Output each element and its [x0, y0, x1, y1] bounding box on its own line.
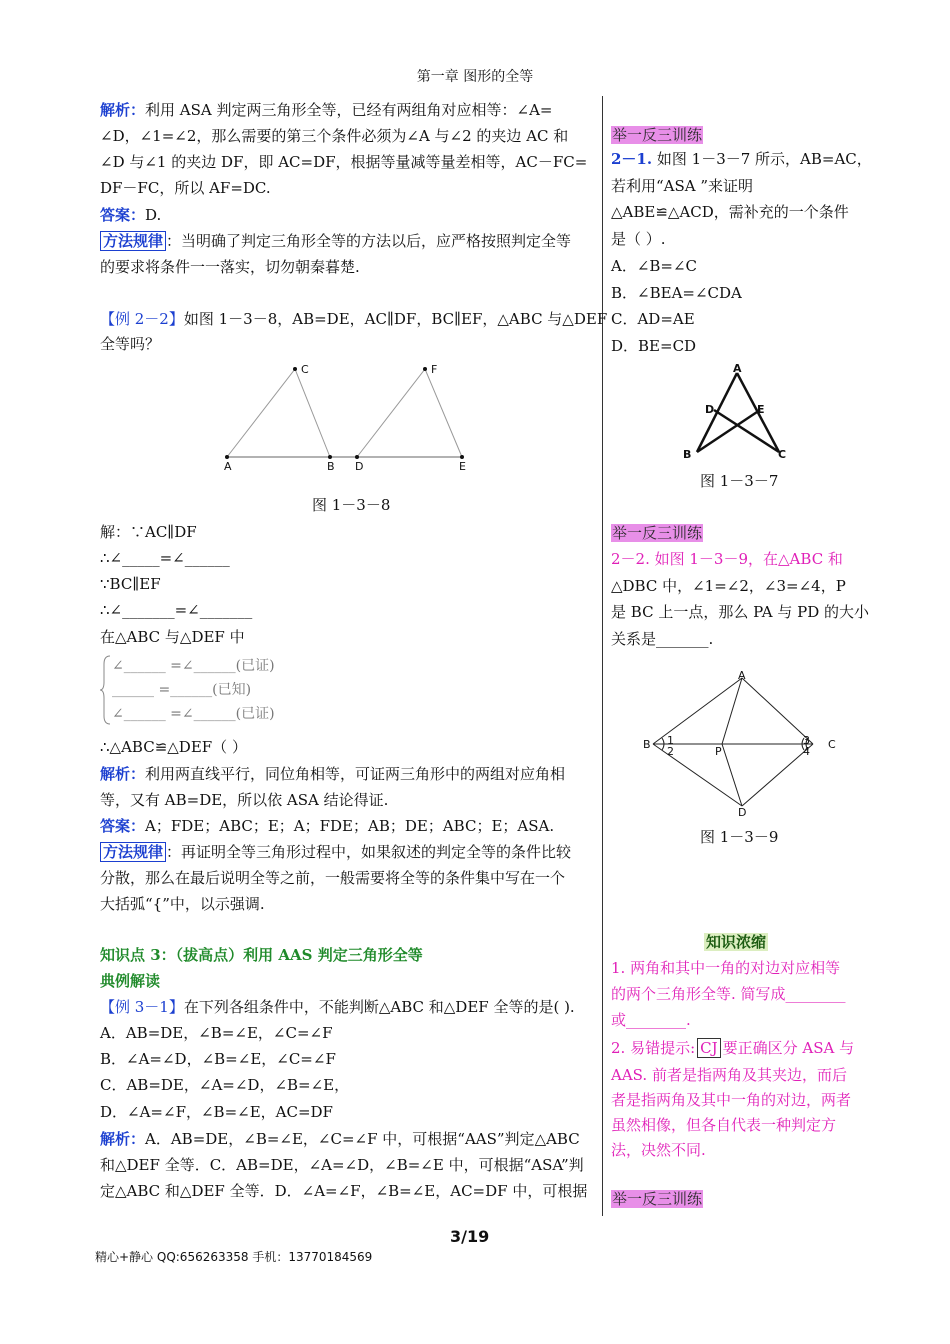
drill-1-option-b: B．∠BEA=∠CDA [611, 284, 742, 302]
fig139-label-c: C [828, 738, 836, 751]
point-d [355, 455, 359, 459]
jiexi-1-line-1: 解析：利用 ASA 判定两三角形全等，已经有两组角对应相等：∠A= [100, 101, 553, 119]
solution-line-2: ∴∠_____=∠______ [100, 549, 230, 567]
solution-line-1: 解：∵AC∥DF [100, 523, 197, 541]
example-3-1-stem: 【例 3－1】在下列各组条件中，不能判断△ABC 和△DEF 全等的是( ). [100, 998, 575, 1016]
fig139-label-4: 4 [803, 745, 810, 758]
label-c: C [301, 363, 309, 376]
drill-2-line-3: 是 BC 上一点，那么 PA 与 PD 的大小 [611, 603, 870, 621]
solution-conclusion: ∴△ABC≌△DEF（ ） [100, 738, 247, 756]
drill-2-line-1: 2－2. 如图 1－3－9，在△ABC 和 [611, 550, 843, 568]
page-header: 第一章 图形的全等 [416, 69, 534, 85]
method-2-line-2: 分散，那么在最后说明全等之前，一般需要将全等的条件集中写在一个 [100, 869, 566, 887]
drill-3-tag: 举一反三训练 [612, 1190, 703, 1208]
jiexi-2-line-2: 等，又有 AB=DE，所以依 ASA 结论得证. [100, 791, 389, 809]
jiexi-2-line-1: 解析：利用两直线平行，同位角相等，可证两三角形中的两组对应角相 [100, 765, 566, 783]
fig137-label-e: E [757, 403, 765, 416]
summary-p5: AAS. 前者是指两角及其夹边，而后 [611, 1066, 847, 1084]
column-divider [602, 96, 603, 1216]
fig137-label-c: C [778, 448, 787, 461]
summary-title: 知识浓缩 [705, 933, 766, 951]
fig139-label-b: B [643, 738, 651, 751]
label-d: D [355, 460, 364, 473]
example-2-2-line-1: 【例 2－2】如图 1－3－8，AB=DE，AC∥DF，BC∥EF，△ABC 与△DEF [100, 310, 608, 328]
method-label: 方法规律 [100, 231, 166, 251]
figure-1-3-8-caption: 图 1－3－8 [312, 496, 391, 514]
fig139-label-1: 1 [667, 734, 674, 747]
page-number: 3/19 [450, 1227, 490, 1246]
answer-1: 答案：D. [100, 206, 162, 224]
jiexi-3-line-3: 定△ABC 和△DEF 全等．D．∠A=∠F，∠B=∠E，AC=DF 中，可根据 [100, 1182, 588, 1200]
fig139-label-3: 3 [803, 734, 810, 747]
drill-1-option-a: A．∠B=∠C [611, 257, 698, 275]
fig139-label-p: P [715, 745, 722, 758]
summary-p6: 者是指两角及其中一角的对边，两者 [611, 1091, 852, 1109]
example-3-1-option-c: C．AB=DE，∠A=∠D，∠B=∠E， [100, 1076, 350, 1094]
summary-p2: 的两个三角形全等. 简写成________ [611, 985, 846, 1003]
method-1-line-2: 的要求将条件一一落实，切勿朝秦暮楚. [100, 258, 360, 276]
drill-1-option-c: C．AD=AE [611, 310, 695, 328]
label-a: A [224, 460, 232, 473]
point-c [293, 367, 297, 371]
drill-1-line-4: 是（ ）. [611, 230, 666, 248]
example-3-1-option-b: B．∠A=∠D，∠B=∠E，∠C=∠F [100, 1050, 336, 1068]
point-e [460, 455, 464, 459]
solution-line-4: ∴∠_______=∠_______ [100, 601, 253, 619]
figure-1-3-7-caption: 图 1－3－7 [700, 472, 779, 490]
cj-box: CJ [697, 1038, 721, 1058]
brace-line-2: ______ =______(已知) [112, 682, 252, 698]
figure-1-3-9-caption: 图 1－3－9 [700, 828, 779, 846]
figure-1-3-8 [200, 360, 500, 470]
knowledge-point-3-title: 知识点 3：（拔高点）利用 AAS 判定三角形全等 [100, 946, 423, 964]
drill-2-line-4: 关系是_______. [611, 630, 714, 648]
summary-p8: 法，决然不同. [611, 1141, 706, 1159]
method-2-line-3: 大括弧“{”中，以示强调. [100, 895, 265, 913]
typical-examples-heading: 典例解读 [100, 972, 161, 990]
solution-line-5: 在△ABC 与△DEF 中 [100, 628, 245, 646]
method-2-line-1: 方法规律 ：再证明全等三角形过程中，如果叙述的判定全等的条件比较 [100, 839, 595, 865]
drill-1-line-2: 若利用“ASA ”来证明 [611, 177, 754, 195]
left-brace [100, 654, 112, 726]
point-f [423, 367, 427, 371]
drill-2-tag: 举一反三训练 [612, 524, 703, 542]
label-e: E [459, 460, 466, 473]
drill-1-tag: 举一反三训练 [612, 126, 703, 144]
summary-p3: 或________. [611, 1011, 691, 1029]
example-2-2-line-2: 全等吗？ [100, 335, 161, 353]
footer-contact: 精心+静心 QQ:656263358 手机：13770184569 [95, 1250, 373, 1264]
brace-line-1: ∠______ =∠______(已证) [112, 658, 275, 674]
drill-2-line-2: △DBC 中，∠1=∠2，∠3=∠4，P [611, 577, 846, 595]
point-a [225, 455, 229, 459]
jiexi-1-line-2: ∠D，∠1=∠2，那么需要的第三个条件必须为∠A 与∠2 的夹边 AC 和 [100, 127, 569, 145]
example-3-1-option-a: A．AB=DE，∠B=∠E，∠C=∠F [100, 1024, 333, 1042]
jiexi-1-line-3: ∠D 与∠1 的夹边 DF，即 AC=DF，根据等量减等量差相等，AC－FC= [100, 153, 588, 171]
fig137-label-d: D [705, 403, 715, 416]
method-1-line-1: 方法规律 ：当明确了判定三角形全等的方法以后，应严格按照判定全等 [100, 228, 595, 254]
summary-p4: 2. 易错提示: CJ 要正确区分 ASA 与 [611, 1039, 855, 1057]
fig139-label-a: A [738, 669, 746, 682]
jiexi-3-line-1: 解析：A．AB=DE，∠B=∠E，∠C=∠F 中，可根据“AAS”判定△ABC [100, 1130, 580, 1148]
drill-1-option-d: D．BE=CD [611, 337, 697, 355]
summary-p1: 1. 两角和其中一角的对边对应相等 [611, 959, 841, 977]
solution-line-3: ∵BC∥EF [100, 575, 161, 593]
label-f: F [431, 363, 438, 376]
drill-1-line-1: 2－1. 如图 1－3－7 所示，AB=AC， [611, 150, 872, 168]
example-3-1-option-d: D．∠A=∠F，∠B=∠E，AC=DF [100, 1103, 333, 1121]
jiexi-1-line-4: DF－FC，所以 AF=DC. [100, 179, 271, 197]
label-b: B [327, 460, 335, 473]
drill-1-line-3: △ABE≌△ACD，需补充的一个条件 [611, 203, 849, 221]
fig139-label-d: D [738, 806, 747, 819]
fig139-label-2: 2 [667, 745, 674, 758]
brace-line-3: ∠______ =∠______(已证) [112, 706, 275, 722]
jiexi-3-line-2: 和△DEF 全等．C．AB=DE，∠A=∠D，∠B=∠E 中，可根据“ASA”判 [100, 1156, 584, 1174]
jiexi-label: 解析： [100, 101, 146, 119]
point-b [328, 455, 332, 459]
summary-p7: 虽然相像，但各自代表一种判定方 [611, 1116, 837, 1134]
fig137-label-b: B [683, 448, 692, 461]
answer-2: 答案：A；FDE；ABC；E；A；FDE；AB；DE；ABC；E；ASA. [100, 817, 555, 835]
fig137-label-a: A [733, 362, 742, 375]
